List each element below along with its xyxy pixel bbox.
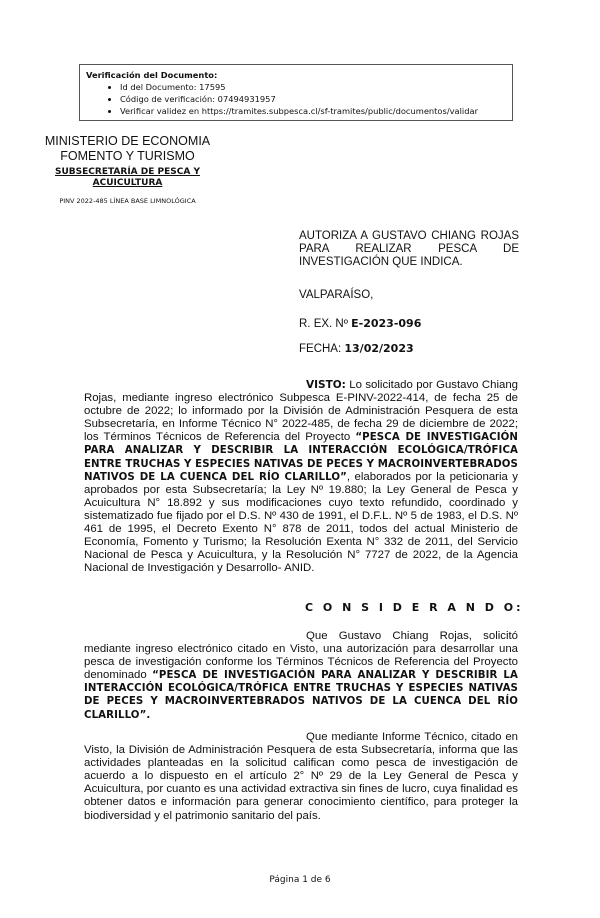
page-number: Página 1 de 6: [269, 875, 331, 885]
considerando-heading: C O N S I D E R A N D O:: [305, 601, 524, 614]
visto-paragraph: [84, 379, 518, 575]
rex-label: R. EX. Nº: [299, 318, 348, 330]
verification-list: [86, 81, 506, 117]
considerando-p2-text: Que mediante Informe Técnico, citado en Visto, la División de Administración Pesquera de esta Subsecretaría, informa que las actividades planteadas en la solicitud califican como pesca de investigación de acuerdo a lo dispuesto en el artículo 2° Nº 29 de la Ley General de Pesca y Acuicultura, por cuanto es una actividad extractiva sin fines de lucro, cuya finalidad es obtener datos e información para generar conocimiento científico, para proteger la biodiversidad y el patrimonio sanitario del país.: [84, 731, 518, 822]
subsecretaria-line-2: ACUICULTURA: [92, 178, 163, 188]
verification-box: [79, 64, 513, 121]
resolution-title-line-1: AUTORIZA A GUSTAVO CHIANG ROJAS: [299, 230, 519, 242]
fecha-value: 13/02/2023: [344, 342, 414, 355]
subsecretaria-name: [30, 167, 225, 189]
resolution-title-line-3: INVESTIGACIÓN QUE INDICA.: [299, 256, 463, 268]
place: VALPARAÍSO,: [299, 289, 374, 301]
ministry-line-1: MINISTERIO DE ECONOMIA: [44, 134, 211, 148]
verification-title: Verificación del Documento:: [86, 70, 218, 80]
pinv-reference: PINV 2022-485 LÍNEA BASE LIMNOLÓGICA: [59, 197, 196, 205]
verification-item-code: • Código de verificación: 07494931957: [120, 93, 506, 105]
verification-item-url: • Verificar validez en https://tramites.subpesca.cl/sf-tramites/public/documentos/validar: [120, 105, 506, 117]
visto-project-name: “PESCA DE INVESTIGACIÓN PARA ANALIZAR Y DESCRIBIR LA INTERACCIÓN ECOLÓGICA/TRÓFICA ENTRE TRUCHAS Y ESPECIES NATIVAS DE PECES Y MACROINVERTEBRADOS NATIVOS DE LA CUENCA DEL RÍO CLARILLO”: [84, 432, 518, 483]
ministry-name: [30, 134, 225, 164]
fecha-label: FECHA:: [299, 343, 342, 355]
considerando-paragraph-1: [84, 630, 518, 722]
visto-text-1: Lo solicitado por Gustavo Chiang Rojas, mediante ingreso electrónico Subpesca E-PINV-2022-414, de fecha 25 de octubre de 2022; lo informado por la División de Administración Pesquera de esta Subsecretaría, en Informe Técnico N° 2022-485, de fecha 29 de diciembre de 2022; los Términos Técnicos de Referencia del Proyecto: [84, 379, 518, 444]
resolution-title: [299, 230, 519, 269]
ministry-line-2: FOMENTO Y TURISMO: [60, 149, 195, 163]
considerando-p1-project: “PESCA DE INVESTIGACIÓN PARA ANALIZAR Y DESCRIBIR LA INTERACCIÓN ECOLÓGICA/TRÓFICA ENTRE TRUCHAS Y ESPECIES NATIVAS DE PECES Y MACROINVERTEBRADOS NATIVOS DE LA CUENCA DEL RÍO CLARILLO”.: [84, 670, 518, 721]
rex-number: E-2023-096: [351, 317, 422, 330]
considerando-paragraph-2: [84, 731, 518, 823]
resolution-number: [299, 317, 519, 331]
visto-text-2: , elaborados por la peticionaria y aprobados por esta Subsecretaría; la Ley Nº 19.880; la Ley General de Pesca y Acuicultura N° 18.892 y sus modificaciones cuyo texto refundido, coordinado y sistematizado fue fijado por el D.S. Nº 430 de 1991, el D.F.L. Nº 5 de 1983, el D.S. Nº 461 de 1995, el Decreto Exento N° 878 de 2011, todos del actual Ministerio de Economía, Fomento y Turismo; la Resolución Exenta N° 332 de 2011, del Servicio Nacional de Pesca y Acuicultura, y la Resolución N° 7727 de 2022, de la Agencia Nacional de Investigación y Desarrollo- ANID.: [84, 470, 518, 575]
resolution-date: [299, 342, 519, 356]
subsecretaria-line-1: SUBSECRETARÍA DE PESCA Y: [55, 167, 200, 177]
verification-item-id: • Id del Documento: 17595: [120, 81, 506, 93]
resolution-title-line-2: PARA REALIZAR PESCA DE: [299, 243, 519, 255]
visto-label: VISTO:: [306, 379, 346, 391]
considerando-p1-text: Que Gustavo Chiang Rojas, solicitó mediante ingreso electrónico citado en Visto, una autorización para desarrollar una pesca de investigación conforme los Términos Técnicos de Referencia del Proyecto denominado: [84, 630, 518, 682]
